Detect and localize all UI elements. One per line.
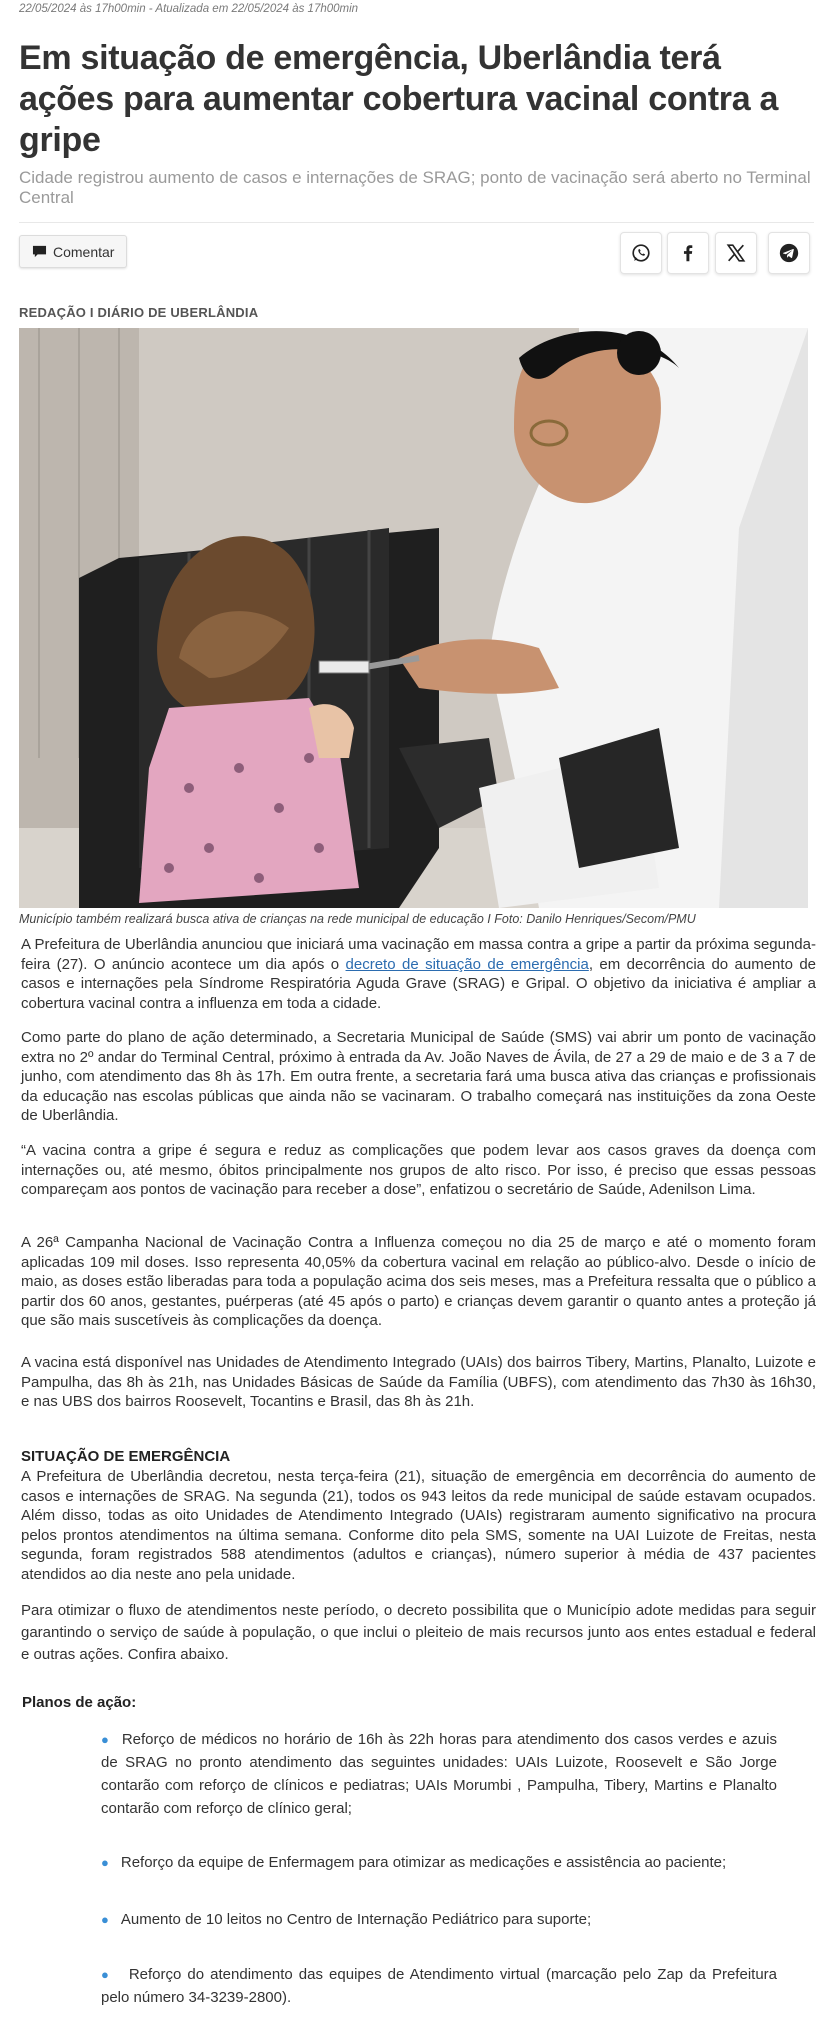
plan-item-text: Reforço de médicos no horário de 16h às 22h horas para atendimento dos casos verdes e azuis de SRAG no pronto atendimento das seguintes unidades: UAIs Luizote, Roosevelt e São Jorge contarão com reforço de clínicos e pediatras; UAIs Morumbi , Pampulha, Tibery, Martins e Planalto contarão com reforço de clínico geral; <box>101 1731 777 1817</box>
plan-item-text: Aumento de 10 leitos no Centro de Internação Pediátrico para suporte; <box>120 1911 592 1928</box>
plan-item-text: Reforço da equipe de Enfermagem para otimizar as medicações e assistência ao paciente; <box>120 1854 727 1871</box>
bullet-icon: ● <box>101 1967 111 1982</box>
bullet-icon: ● <box>101 1732 110 1747</box>
paragraph-availability: A vacina está disponível nas Unidades de Atendimento Integrado (UAIs) dos bairros Tibery, Martins, Planalto, Luizote e Pampulha, das 8h às 21h, nas Unidades Básicas de Saúde da Família (UBFS), com atendimento das 7h30 às 16h30, e nas UBS dos bairros Roosevelt, Tocantins e Brasil, das 8h às 21h. <box>21 1354 816 1411</box>
share-telegram-button[interactable] <box>768 232 810 274</box>
paragraph-flow: Para otimizar o fluxo de atendimentos neste período, o decreto possibilita que o Município adote medidas para seguir garantindo o serviço de saúde à população, o que inclui o pleiteio de mais recursos junto aos entes estadual e federal e outras ações. Confira abaixo. <box>21 1602 816 1663</box>
decree-link[interactable]: decreto de situação de emergência <box>345 955 589 973</box>
whatsapp-icon <box>630 242 652 264</box>
paragraph-intro-text-2: , em decorrência do aumento de casos e internações pela Síndrome Respiratória Aguda Grave (SRAG) e Gripal. O objetivo da iniciativa é ampliar a cobertura vacinal contra a influenza em toda a cidade. <box>21 955 817 1012</box>
paragraph-quote: “A vacina contra a gripe é segura e reduz as complicações que podem levar aos casos graves da doença com internações ou, até mesmo, óbitos principalmente nos grupos de alto risco. Por isso, é preciso que essas pessoas compareçam aos pontos de vacinação para receber a dose”, enfatizou o secretário de Saúde, Adenilson Lima. <box>21 1142 816 1199</box>
article-headline: Em situação de emergência, Uberlândia terá ações para aumentar cobertura vacinal contra a gripe <box>19 39 779 159</box>
article-dateline: 22/05/2024 às 17h00min - Atualizada em 22/05/2024 às 17h00min <box>19 3 359 15</box>
comment-button[interactable] <box>19 235 127 268</box>
paragraph-intro <box>21 935 816 1013</box>
divider <box>19 222 814 223</box>
bullet-icon: ● <box>101 1912 109 1927</box>
plan-item <box>101 1963 777 2009</box>
plan-item-text: Reforço do atendimento das equipes de Atendimento virtual (marcação pelo Zap da Prefeitura pelo número 34-3239-2800). <box>101 1966 777 2006</box>
paragraph-campaign: A 26ª Campanha Nacional de Vacinação Contra a Influenza começou no dia 25 de março e até o momento foram aplicadas 109 mil doses. Isso representa 40,05% da cobertura vacinal em relação ao público-alvo. Desde o início de maio, as doses estão liberadas para toda a população acima dos seis meses, mas a Prefeitura ressalta que o público a partir dos 60 anos, gestantes, puérperas (até 45 após o parto) e crianças devem garantir o quanto antes a proteção já que são mais suscetíveis às complicações da doença. <box>21 1234 816 1330</box>
facebook-icon <box>677 242 699 264</box>
plan-item <box>101 1728 777 1820</box>
plan-item <box>101 1908 777 1931</box>
paragraph-intro-text-1: A Prefeitura de Uberlândia anunciou que iniciará uma vacinação em massa contra a gripe a partir da próxima segunda-feira (27). O anúncio acontece um dia após o <box>21 936 816 973</box>
plan-item <box>101 1851 777 1874</box>
paragraph-emergency: A Prefeitura de Uberlândia decretou, nesta terça-feira (21), situação de emergência em decorrência do aumento de casos e internações de SRAG. Na segunda (21), todos os 943 leitos da rede municipal de saúde estavam ocupados. Além disso, todas as oito Unidades de Atendimento Integrado (UAIs) registraram aumento significativo na procura pelos prontos atendimentos na última semana. Conforme dito pela SMS, somente na UAI Luizote de Freitas, nesta segunda, foram registrados 588 atendimentos (adultos e crianças), número superior à média de 437 pacientes atendidos ao dia neste ano pela unidade. <box>21 1468 816 1583</box>
telegram-icon <box>778 242 800 264</box>
bullet-icon: ● <box>101 1855 109 1870</box>
article-subtitle: Cidade registrou aumento de casos e internações de SRAG; ponto de vacinação será aberto no Terminal Central <box>19 168 811 207</box>
article-byline: REDAÇÃO I DIÁRIO DE UBERLÂNDIA <box>19 305 259 320</box>
x-icon <box>725 242 747 264</box>
article-photo <box>19 328 808 908</box>
section-title-emergency: SITUAÇÃO DE EMERGÊNCIA <box>21 1448 231 1465</box>
comment-icon <box>32 245 47 259</box>
photo-caption: Município também realizará busca ativa de crianças na rede municipal de educação I Foto: Danilo Henriques/Secom/PMU <box>19 912 696 926</box>
paragraph-action-plan: Como parte do plano de ação determinado, a Secretaria Municipal de Saúde (SMS) vai abrir um ponto de vacinação extra no 2º andar do Terminal Central, próximo à entrada da Av. João Naves de Ávila, de 27 a 29 de maio e de 3 a 7 de junho, com atendimento das 8h às 17h. Em outra frente, a secretaria fará uma busca ativa das crianças e profissionais da educação nas escolas públicas que ainda não se vacinaram. O trabalho começará nas instituições da zona Oeste de Uberlândia. <box>21 1029 816 1125</box>
share-facebook-button[interactable] <box>667 232 709 274</box>
plans-title: Planos de ação: <box>22 1694 137 1711</box>
comment-button-label: Comentar <box>53 243 115 260</box>
share-x-button[interactable] <box>715 232 757 274</box>
share-whatsapp-button[interactable] <box>620 232 662 274</box>
